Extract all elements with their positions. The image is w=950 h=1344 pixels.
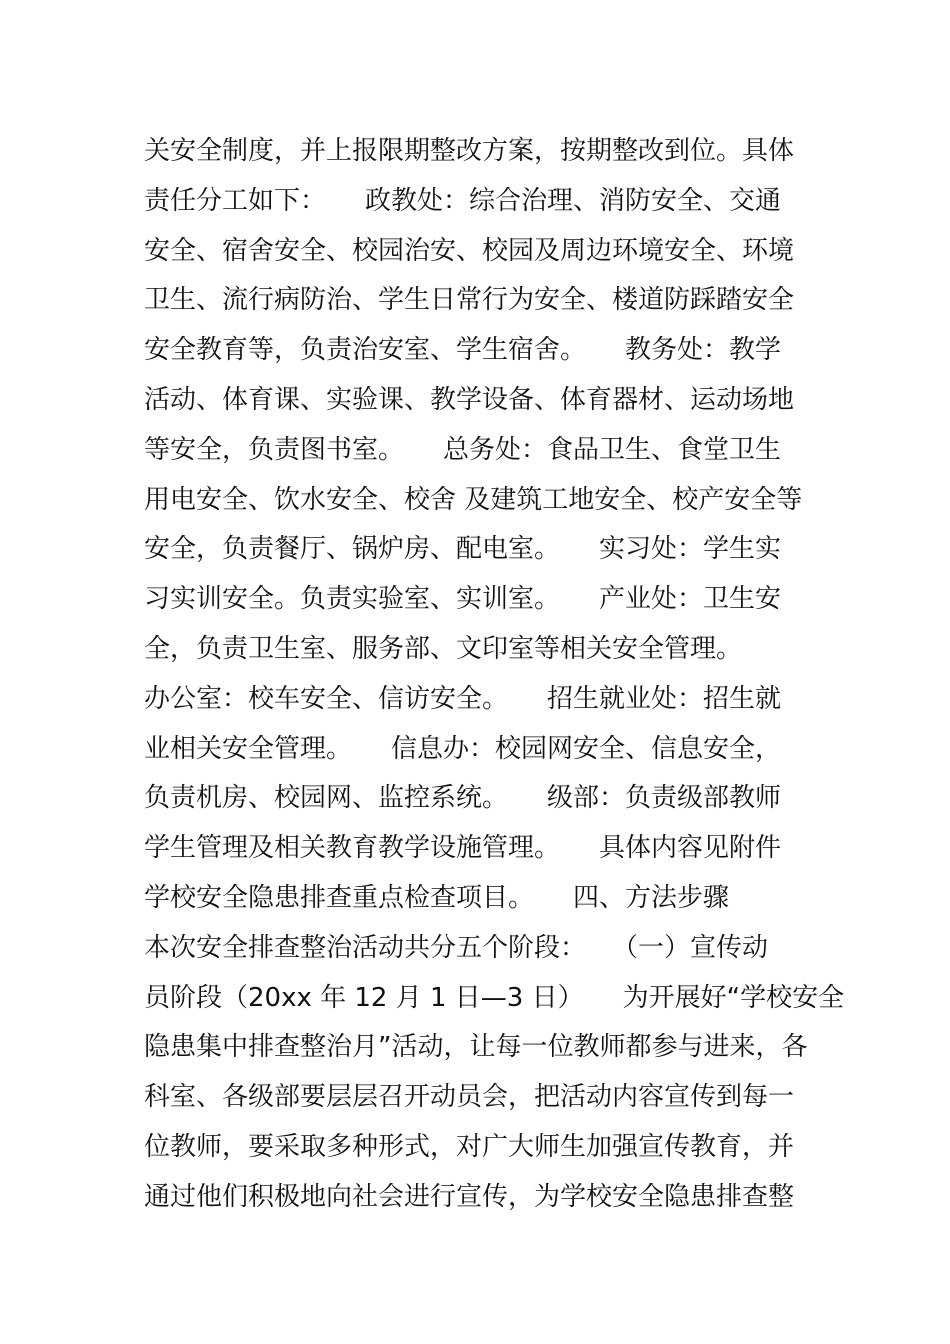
text-line-4: 卫生、流行病防治、学生日常行为安全、楼道防踩踏安全	[144, 285, 795, 316]
text-line-5: 安全教育等，负责治安室、学生宿舍。 教务处：教学	[144, 335, 782, 366]
text-line-16: 学校安全隐患排查重点检查项目。 四、方法步骤	[144, 882, 730, 913]
text-line-10: 习实训安全。负责实验室、实训室。 产业处：卫生安	[144, 584, 782, 615]
text-line-15: 学生管理及相关教育教学设施管理。 具体内容见附件	[144, 833, 782, 864]
text-line-18: 员阶段（20xx 年 12 月 1 日—3 日） 为开展好“学校安全	[144, 982, 845, 1013]
text-line-19: 隐患集中排查整治月”活动，让每一位教师都参与进来，各	[144, 1032, 808, 1063]
text-line-12: 办公室：校车安全、信访安全。 招生就业处：招生就	[144, 683, 782, 714]
text-line-21: 位教师，要采取多种形式，对广大师生加强宣传教育，并	[144, 1131, 795, 1162]
text-line-20: 科室、各级部要层层召开动员会，把活动内容宣传到每一	[144, 1082, 795, 1113]
text-line-13: 业相关安全管理。 信息办：校园网安全、信息安全，	[144, 733, 782, 764]
document-body	[144, 127, 845, 1223]
text-line-11: 全，负责卫生室、服务部、文印室等相关安全管理。	[144, 633, 743, 664]
text-line-3: 安全、宿舍安全、校园治安、校园及周边环境安全、环境	[144, 235, 795, 266]
text-line-2: 责任分工如下： 政教处：综合治理、消防安全、交通	[144, 185, 782, 216]
text-line-14: 负责机房、校园网、监控系统。 级部：负责级部教师	[144, 783, 782, 814]
text-line-17: 本次安全排查整治活动共分五个阶段： （一）宣传动	[144, 932, 769, 963]
text-line-9: 安全，负责餐厅、锅炉房、配电室。 实习处：学生实	[144, 534, 782, 565]
text-line-8: 用电安全、饮水安全、校舍 及建筑工地安全、校产安全等	[144, 484, 803, 515]
text-line-6: 活动、体育课、实验课、教学设备、体育器材、运动场地	[144, 384, 795, 415]
text-line-22: 通过他们积极地向社会进行宣传，为学校安全隐患排查整	[144, 1181, 795, 1212]
text-line-7: 等安全，负责图书室。 总务处：食品卫生、食堂卫生	[144, 434, 782, 465]
text-line-1: 关安全制度，并上报限期整改方案，按期整改到位。具体	[144, 136, 795, 166]
